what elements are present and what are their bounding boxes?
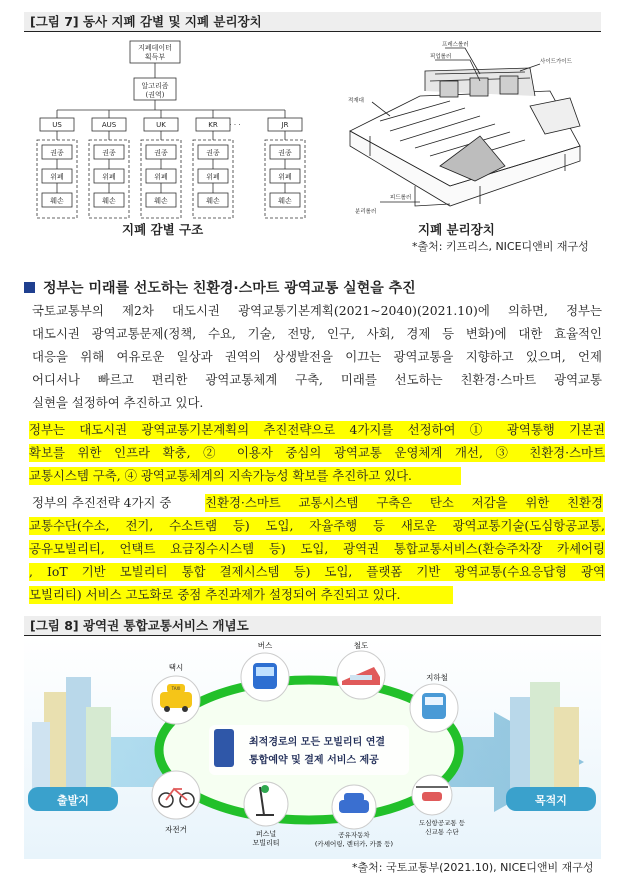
check-label: 권종: [154, 149, 168, 157]
check-label: 훼손: [154, 197, 168, 205]
figure8-title: [그림 8] 광역권 통합교통서비스 개념도: [24, 616, 601, 636]
figure8-source: *출처: 국토교통부(2021.10), NICE디앤비 재구성: [352, 861, 594, 874]
region-ellipsis: · · ·: [229, 121, 241, 129]
data-acquisition-label: 지폐데이터 획득부: [138, 44, 172, 61]
right-caption: 지폐 분리장치: [418, 222, 495, 237]
label-feed-roller: 피드롤러: [390, 195, 412, 201]
highlighted-line: 친환경·스마트 교통시스템 구축은 탄소 저감을 위한 친환경: [205, 495, 603, 510]
check-label: 위폐: [278, 173, 292, 181]
origin-label: 출발지: [57, 794, 89, 807]
paragraph-line: 실현을 설정하여 추진하고 있다.: [32, 395, 204, 410]
center-line-2: 통합예약 및 결제 서비스 제공: [249, 755, 379, 766]
region-label: US: [52, 121, 62, 129]
region-label: AUS: [101, 121, 117, 129]
label-separation-roller: 분리롤러: [355, 209, 377, 215]
taxi-node: [152, 676, 200, 724]
rail-label: 철도: [353, 641, 369, 650]
rail-node: [337, 651, 385, 699]
label-press-roller: 프레스롤러: [442, 42, 469, 48]
uam-node: [412, 775, 452, 815]
check-label: 훼손: [50, 197, 64, 205]
taxi-label: 택시: [168, 663, 184, 672]
highlighted-line: 공유모빌리티, 언택트 요금징수시스템 등) 도입, 광역권 통합교통서비스(환승주차장 카셰어링: [29, 541, 605, 556]
bill-separation-device-drawing: [330, 36, 600, 216]
left-caption: 지폐 감별 구조: [122, 222, 204, 237]
uam-label: 도심항공교통 등 신교통 수단: [418, 819, 466, 836]
highlighted-line: 확보를 위한 인프라 확충, ② 이용자 중심의 광역교통 운영체계 개선, ③ 친환경·스마트: [29, 445, 605, 460]
bicycle-label: 자전거: [165, 825, 187, 834]
section-heading: 정부는 미래를 선도하는 친환경·스마트 광역교통 실현을 추진: [24, 277, 416, 297]
shared-car-node: [332, 785, 376, 829]
check-label: 권종: [278, 149, 292, 157]
algorithm-label: 알고리즘 (권역): [141, 82, 169, 99]
label-pickup-roller: 픽업롤러: [430, 54, 452, 60]
check-label: 위폐: [206, 173, 220, 181]
check-label: 권종: [206, 149, 220, 157]
highlighted-line: 정부는 대도시권 광역교통기본계획의 추진전략으로 4가지를 선정하여 ① 광역통행 기본권: [29, 422, 605, 437]
personal-mobility-label: 퍼스널 모빌리티: [252, 830, 280, 847]
subway-label: 지하철: [426, 673, 448, 682]
paragraph-line: 정부의 추진전략 4가지 중: [32, 495, 172, 510]
check-label: 훼손: [102, 197, 116, 205]
check-label: 위폐: [154, 173, 168, 181]
highlighted-line: 교통시스템 구축, ④ 광역교통체계의 지속가능성 확보를 추진하고 있다.: [29, 467, 461, 485]
paragraph-line: 국토교통부의 제2차 대도시권 광역교통기본계획(2021~2040)(2021.10)에 의하면, 정부는: [32, 303, 602, 318]
paragraph-line: 어디서나 빠르고 편리한 광역교통체계 구축, 미래를 선도하는 친환경·스마트 광역교통: [32, 372, 602, 387]
highlighted-line: 모빌리티) 서비스 고도화로 중점 추진과제가 설정되어 추진되고 있다.: [29, 586, 453, 604]
label-side-guide: 사이드가이드: [540, 59, 572, 65]
shared-car-label: 공유자동차 (카셰어링, 렌터카, 카풀 등): [314, 831, 394, 848]
region-label: KR: [208, 121, 218, 129]
figure7-source: *출처: 키프리스, NICE디앤비 재구성: [412, 240, 589, 253]
check-label: 위폐: [102, 173, 116, 181]
bicycle-node: [152, 771, 200, 819]
personal-mobility-node: [244, 782, 288, 826]
check-label: 권종: [102, 149, 116, 157]
region-label: UK: [156, 121, 166, 129]
subway-node: [410, 684, 458, 732]
check-label: 위폐: [50, 173, 64, 181]
label-loading-tray: 적재대: [348, 98, 364, 104]
bill-detection-tree-diagram: [24, 36, 314, 236]
paragraph-line: 대응을 위해 여유로운 일상과 권역의 상생발전을 이끄는 광역교통을 지향하고 있으며, 언제: [32, 349, 602, 364]
region-label: JR: [281, 121, 289, 129]
check-label: 훼손: [278, 197, 292, 205]
figure7-title: [그림 7] 동사 지폐 감별 및 지폐 분리장치: [24, 12, 601, 32]
bus-label: 버스: [257, 641, 273, 650]
taxi-sign: TAXI: [171, 686, 181, 691]
heading-square-icon: [24, 282, 35, 293]
check-label: 훼손: [206, 197, 220, 205]
highlighted-line: 교통수단(수소, 전기, 수소트램 등) 도입, 자율주행 등 새로운 광역교통기술(도심항공교통,: [29, 518, 605, 533]
highlighted-line: , IoT 기반 모빌리티 통합 결제시스템 등) 도입, 플랫폼 기반 광역교통(수요응답형 광역: [29, 564, 605, 579]
check-label: 권종: [50, 149, 64, 157]
destination-label: 목적지: [535, 794, 567, 807]
bus-node: [241, 653, 289, 701]
center-line-1: 최적경로의 모든 모빌리티 연결: [249, 737, 386, 748]
integrated-transport-diagram: [24, 637, 601, 859]
paragraph-line: 대도시권 광역교통문제(정책, 수요, 기술, 전망, 인구, 사회, 경제 등 변화)에 대한 효율적인: [32, 326, 602, 341]
